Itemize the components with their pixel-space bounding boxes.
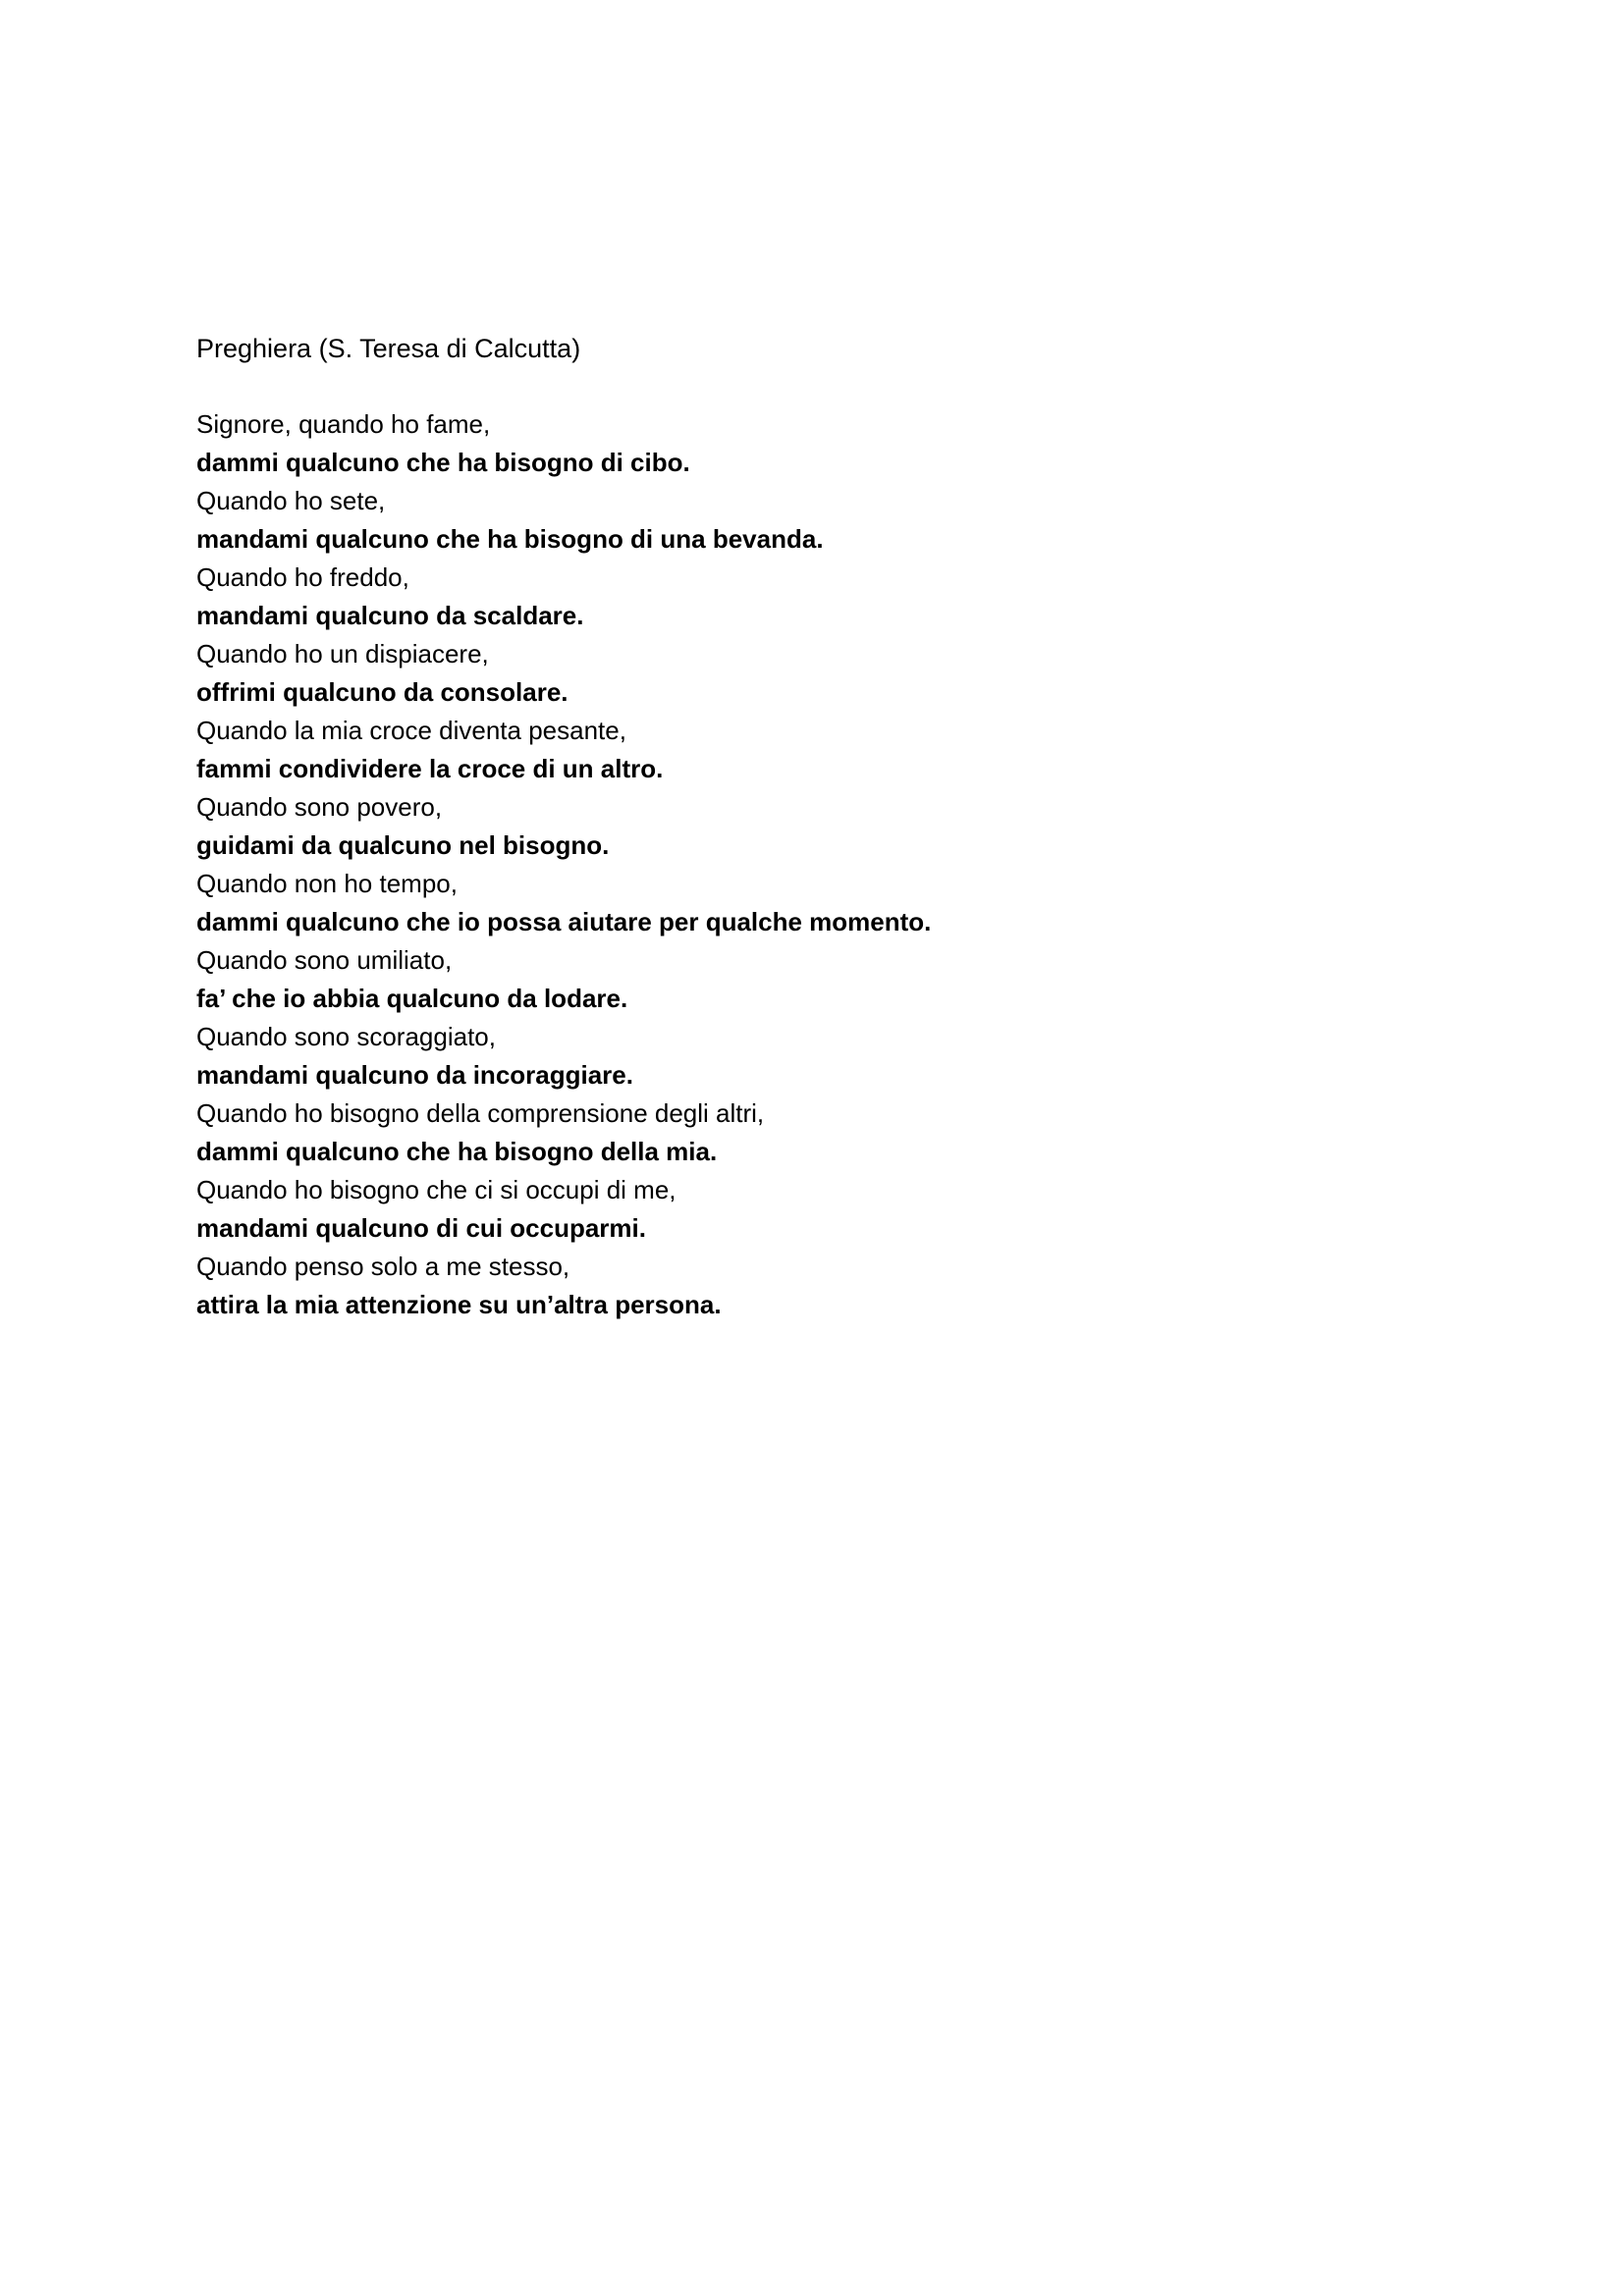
poem-line: Signore, quando ho fame,: [196, 409, 491, 439]
poem-line: mandami qualcuno da scaldare.: [196, 601, 584, 630]
poem-line: guidami da qualcuno nel bisogno.: [196, 830, 610, 860]
poem-line: Quando sono umiliato,: [196, 945, 453, 975]
poem-line: Quando penso solo a me stesso,: [196, 1252, 570, 1281]
poem-line: Quando sono povero,: [196, 792, 443, 822]
poem-body: [196, 405, 931, 1324]
poem-line: mandami qualcuno di cui occuparmi.: [196, 1213, 646, 1243]
poem-line: offrimi qualcuno da consolare.: [196, 677, 568, 707]
poem-line: Quando ho freddo,: [196, 562, 409, 592]
poem-line: Quando ho bisogno della comprensione degli altri,: [196, 1098, 765, 1128]
poem-line: fammi condividere la croce di un altro.: [196, 754, 664, 783]
document-title: Preghiera (S. Teresa di Calcutta): [196, 334, 581, 363]
poem-line: Quando sono scoraggiato,: [196, 1022, 496, 1051]
poem-line: Quando ho un dispiacere,: [196, 639, 489, 668]
poem-line: dammi qualcuno che ha bisogno della mia.: [196, 1137, 718, 1166]
poem-line: dammi qualcuno che io possa aiutare per qualche momento.: [196, 907, 932, 936]
poem-line: Quando la mia croce diventa pesante,: [196, 716, 626, 745]
poem-line: fa’ che io abbia qualcuno da lodare.: [196, 984, 628, 1013]
poem-line: attira la mia attenzione su un’altra persona.: [196, 1290, 722, 1319]
poem-line: mandami qualcuno che ha bisogno di una bevanda.: [196, 524, 824, 554]
poem-line: Quando ho bisogno che ci si occupi di me,: [196, 1175, 677, 1204]
poem-line: Quando non ho tempo,: [196, 869, 458, 898]
poem-line: mandami qualcuno da incoraggiare.: [196, 1060, 633, 1090]
poem-line: dammi qualcuno che ha bisogno di cibo.: [196, 448, 690, 477]
poem-line: Quando ho sete,: [196, 486, 386, 515]
